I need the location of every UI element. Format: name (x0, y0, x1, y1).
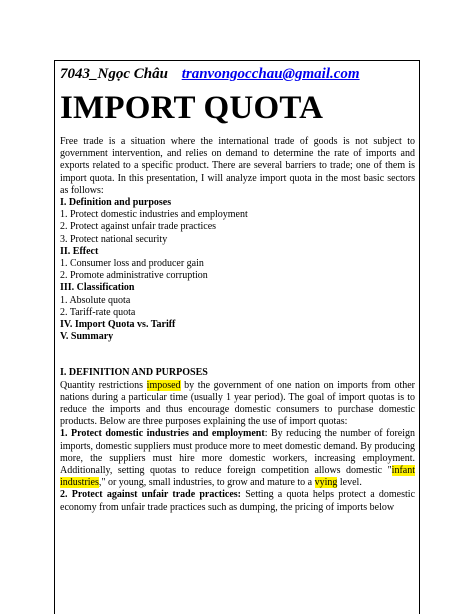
highlighted-text: infant industries (60, 465, 415, 489)
outline-item: 1. Absolute quota (60, 294, 131, 306)
outline-item: 2. Tariff-rate quota (60, 306, 136, 318)
purpose-2-paragraph (60, 489, 415, 513)
text-run: by the government of one nation on imports from other nations during a particular time (usually 1 year period). The goal of import quotas is to reduce the imports and thus encourage domestic consumers to purchase domestic products. Below are three purposes explaining the use of import quotas: (60, 379, 415, 428)
outline-item: 3. Protect national security (60, 233, 168, 245)
purpose-2-label: 2. Protect against unfair trade practices: (60, 489, 242, 501)
text-run: Quantity restrictions (60, 379, 147, 391)
outline-item: V. Summary (60, 331, 114, 343)
outline-item: IV. Import Quota vs. Tariff (60, 319, 176, 331)
highlighted-text: vying (314, 477, 338, 489)
outline-list (60, 197, 415, 343)
highlighted-text: imposed (146, 379, 181, 391)
purpose-1-label: 1. Protect domestic industries and employment (60, 428, 265, 440)
text-run: level. (337, 477, 362, 489)
outline-item: 2. Protect against unfair trade practices (60, 221, 217, 233)
outline-item: I. Definition and purposes (60, 197, 172, 209)
author-name: 7043_Ngọc Châu (60, 66, 168, 82)
author-line (60, 63, 415, 85)
text-run: Setting a quota helps protect a domestic economy from unfair trade practices such as dumping, the pricing of imports below (60, 489, 416, 513)
section-heading: I. DEFINITION AND PURPOSES (60, 367, 208, 379)
purpose-1-paragraph (60, 428, 415, 489)
text-run: ," or young, small industries, to grow and mature to a (98, 477, 315, 489)
body-text (60, 136, 415, 514)
outline-item: 2. Promote administrative corruption (60, 270, 208, 282)
outline-item: II. Effect (60, 245, 99, 257)
outline-item: 1. Protect domestic industries and employment (60, 209, 248, 221)
text-run: : By reducing the number of foreign imports, domestic suppliers must produce more to meet domestic demand. By producing more, the suppliers must hire more domestic workers, increasing employment. Additionally, setting quotas to reduce foreign competition allows domestic " (60, 428, 415, 477)
email-link[interactable]: tranvongocchau@gmail.com (181, 66, 360, 82)
intro-paragraph: Free trade is a situation where the international trade of goods is not subject to government intervention, and relies on demand to determine the rate of imports and exports related to a specific product. There are several barriers to trade; one of them is import quota. In this presentation, I will analyze import quota in the most basic sectors as follows: (60, 136, 415, 196)
outline-item: III. Classification (60, 282, 135, 294)
definition-paragraph (60, 380, 415, 429)
spacer (60, 343, 415, 367)
outline-item: 1. Consumer loss and producer gain (60, 258, 204, 270)
document-content (60, 63, 415, 514)
document-title: IMPORT QUOTA (60, 90, 324, 126)
